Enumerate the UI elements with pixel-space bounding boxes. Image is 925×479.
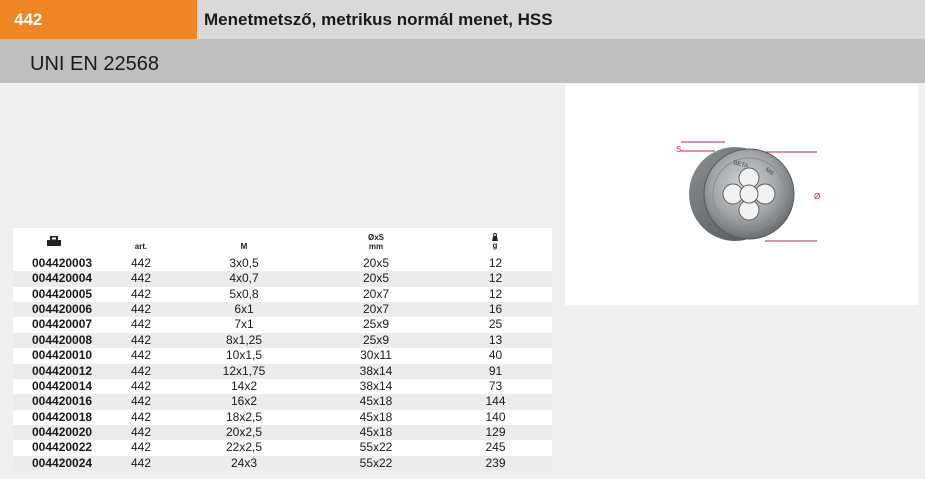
cell-weight: 245 bbox=[485, 440, 506, 455]
cell-thread-size: 12x1,75 bbox=[222, 363, 266, 378]
table-row bbox=[13, 379, 552, 394]
table-row bbox=[13, 440, 552, 455]
cell-thread-size: 10x1,5 bbox=[225, 348, 263, 363]
table-body bbox=[13, 256, 552, 471]
cell-art: 442 bbox=[130, 317, 152, 332]
cell-weight: 239 bbox=[485, 455, 506, 470]
cell-product-code: 004420020 bbox=[32, 424, 93, 439]
cell-art: 442 bbox=[130, 455, 152, 470]
cell-product-code: 004420007 bbox=[32, 317, 93, 332]
cell-weight: 25 bbox=[488, 317, 503, 332]
cell-art: 442 bbox=[130, 363, 152, 378]
cell-art: 442 bbox=[130, 394, 152, 409]
cell-weight: 73 bbox=[488, 378, 503, 393]
product-code-badge bbox=[0, 0, 197, 39]
cell-dimensions: 25x9 bbox=[362, 332, 390, 347]
cell-weight: 13 bbox=[488, 332, 503, 347]
table-row bbox=[13, 287, 552, 302]
cell-art: 442 bbox=[130, 302, 152, 317]
header-dim-line2: mm bbox=[368, 242, 384, 251]
cell-thread-size: 8x1,25 bbox=[225, 332, 263, 347]
product-image-panel bbox=[565, 84, 918, 305]
cell-product-code: 004420003 bbox=[32, 256, 93, 270]
cell-thread-size: 4x0,7 bbox=[229, 271, 259, 286]
table-row bbox=[13, 348, 552, 363]
header-dim-line1: ØxS bbox=[367, 233, 384, 242]
cell-weight: 12 bbox=[488, 256, 503, 270]
table-row bbox=[13, 302, 552, 317]
cell-thread-size: 24x3 bbox=[230, 455, 258, 470]
header-weight bbox=[485, 233, 505, 250]
cell-product-code: 004420024 bbox=[32, 455, 93, 470]
cell-art: 442 bbox=[130, 256, 152, 270]
cell-thread-size: 14x2 bbox=[230, 378, 258, 393]
cell-thread-size: 20x2,5 bbox=[225, 424, 263, 439]
cell-art: 442 bbox=[130, 440, 152, 455]
diameter-label: Ø bbox=[814, 192, 821, 201]
header-weight-unit: g bbox=[492, 241, 498, 250]
cell-dimensions: 20x7 bbox=[362, 286, 390, 301]
cell-dimensions: 20x7 bbox=[362, 302, 390, 317]
header-bar bbox=[0, 0, 925, 39]
cell-dimensions: 55x22 bbox=[359, 440, 393, 455]
cell-product-code: 004420006 bbox=[32, 302, 93, 317]
cell-dimensions: 38x14 bbox=[359, 363, 393, 378]
threading-die-image bbox=[565, 84, 918, 305]
cell-product-code: 004420005 bbox=[32, 286, 93, 301]
standard-bar bbox=[0, 39, 925, 83]
cell-weight: 40 bbox=[488, 348, 503, 363]
cell-product-code: 004420016 bbox=[32, 394, 93, 409]
die-engraving-size: M6 bbox=[763, 166, 774, 177]
page-title: Menetmetsző, metrikus normál menet, HSS bbox=[204, 10, 553, 29]
table-row bbox=[13, 271, 552, 286]
table-row bbox=[13, 456, 552, 471]
cell-art: 442 bbox=[130, 286, 152, 301]
cell-product-code: 004420012 bbox=[32, 363, 93, 378]
cell-dimensions: 45x18 bbox=[359, 424, 393, 439]
cell-product-code: 004420014 bbox=[32, 378, 93, 393]
cell-art: 442 bbox=[130, 271, 152, 286]
cell-thread-size: 18x2,5 bbox=[225, 409, 263, 424]
table-row bbox=[13, 317, 552, 332]
product-code-icon bbox=[47, 236, 61, 248]
cell-product-code: 004420010 bbox=[32, 348, 93, 363]
table-row bbox=[13, 333, 552, 348]
header-art: art. bbox=[134, 242, 148, 251]
cell-thread-size: 22x2,5 bbox=[225, 440, 263, 455]
die-engraving-brand: BETA bbox=[732, 160, 749, 170]
cell-art: 442 bbox=[130, 332, 152, 347]
cell-dimensions: 20x5 bbox=[362, 271, 390, 286]
cell-product-code: 004420004 bbox=[32, 271, 93, 286]
header-m: M bbox=[240, 242, 248, 251]
cell-art: 442 bbox=[130, 424, 152, 439]
cell-weight: 12 bbox=[488, 271, 503, 286]
cell-dimensions: 45x18 bbox=[359, 394, 393, 409]
cell-dimensions: 20x5 bbox=[362, 256, 390, 270]
weight-icon bbox=[491, 233, 499, 241]
table-header bbox=[13, 228, 552, 256]
cell-weight: 16 bbox=[488, 302, 503, 317]
cell-dimensions: 38x14 bbox=[359, 378, 393, 393]
header-dimensions bbox=[356, 233, 396, 251]
standard-label: UNI EN 22568 bbox=[30, 53, 159, 75]
cell-weight: 144 bbox=[485, 394, 506, 409]
cell-dimensions: 55x22 bbox=[359, 455, 393, 470]
table-row bbox=[13, 364, 552, 379]
cell-thread-size: 6x1 bbox=[234, 302, 254, 317]
cell-weight: 12 bbox=[488, 286, 503, 301]
cell-product-code: 004420022 bbox=[32, 440, 93, 455]
thickness-label: S bbox=[676, 145, 682, 154]
cell-weight: 129 bbox=[485, 424, 506, 439]
cell-art: 442 bbox=[130, 409, 152, 424]
table-row bbox=[13, 410, 552, 425]
cell-product-code: 004420018 bbox=[32, 409, 93, 424]
table-row bbox=[13, 425, 552, 440]
cell-weight: 140 bbox=[485, 409, 506, 424]
cell-thread-size: 3x0,5 bbox=[229, 256, 259, 270]
cell-art: 442 bbox=[130, 378, 152, 393]
cell-dimensions: 30x11 bbox=[360, 348, 392, 363]
cell-dimensions: 25x9 bbox=[362, 317, 390, 332]
table-row bbox=[13, 394, 552, 409]
cell-weight: 91 bbox=[488, 363, 503, 378]
cell-thread-size: 5x0,8 bbox=[229, 286, 259, 301]
cell-dimensions: 45x18 bbox=[359, 409, 393, 424]
table-row bbox=[13, 256, 552, 271]
cell-art: 442 bbox=[130, 348, 152, 363]
product-code: 442 bbox=[14, 10, 43, 29]
cell-product-code: 004420008 bbox=[32, 332, 93, 347]
cell-thread-size: 7x1 bbox=[234, 317, 254, 332]
cell-thread-size: 16x2 bbox=[230, 394, 258, 409]
product-table bbox=[13, 228, 552, 471]
